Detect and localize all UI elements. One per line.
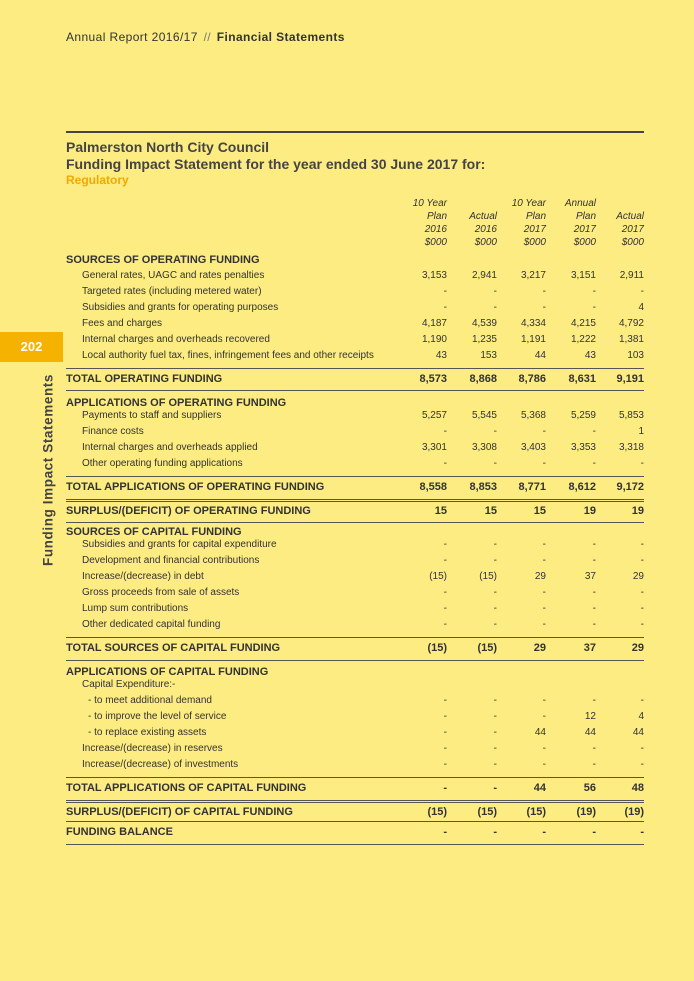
row-value: - <box>542 711 546 722</box>
column-header-line: 2017 <box>573 224 596 235</box>
row-label: SURPLUS/(DEFICIT) OF CAPITAL FUNDING <box>66 806 293 818</box>
row-value: - <box>592 286 596 297</box>
row-value: - <box>493 539 497 550</box>
row-value: - <box>443 426 447 437</box>
row-label: Other dedicated capital funding <box>82 619 221 630</box>
row-label: Subsidies and grants for operating purposes <box>82 302 279 313</box>
row-value: - <box>493 587 497 598</box>
column-header-line: Plan <box>575 211 596 222</box>
row-label: - to replace existing assets <box>88 727 207 738</box>
column-header-line: 2017 <box>523 224 546 235</box>
table-row <box>66 426 644 442</box>
row-divider <box>66 390 644 391</box>
row-value: 44 <box>533 782 546 794</box>
row-value: 4,215 <box>570 318 596 329</box>
row-value: 43 <box>435 350 447 361</box>
row-value: 153 <box>480 350 497 361</box>
row-value: (15) <box>526 806 546 818</box>
row-value: 15 <box>484 505 497 517</box>
row-value: 4,334 <box>520 318 546 329</box>
row-value: 5,545 <box>471 410 497 421</box>
row-label: APPLICATIONS OF OPERATING FUNDING <box>66 397 287 409</box>
row-value: - <box>640 603 644 614</box>
row-value: - <box>592 759 596 770</box>
row-value: 3,353 <box>570 442 596 453</box>
row-label: - to improve the level of service <box>88 711 227 722</box>
row-value: 43 <box>584 350 596 361</box>
row-value: 29 <box>534 571 546 582</box>
table-row <box>66 539 644 555</box>
row-value: (15) <box>427 642 447 654</box>
row-label: APPLICATIONS OF CAPITAL FUNDING <box>66 666 269 678</box>
row-value: - <box>493 759 497 770</box>
table-row <box>66 695 644 711</box>
row-value: 8,631 <box>568 373 596 385</box>
row-value: (19) <box>576 806 596 818</box>
row-value: - <box>542 458 546 469</box>
row-value: 3,308 <box>471 442 497 453</box>
row-value: 103 <box>627 350 644 361</box>
row-value: (15) <box>477 806 497 818</box>
table-row <box>66 555 644 571</box>
row-value: 9,191 <box>616 373 644 385</box>
row-value: - <box>542 286 546 297</box>
row-divider <box>66 821 644 822</box>
row-value: - <box>493 727 497 738</box>
row-label: Finance costs <box>82 426 144 437</box>
row-value: (15) <box>479 571 497 582</box>
row-value: - <box>542 587 546 598</box>
row-value: - <box>493 302 497 313</box>
row-value: - <box>493 426 497 437</box>
row-value: - <box>542 743 546 754</box>
row-value: 9,172 <box>616 481 644 493</box>
row-value: - <box>542 695 546 706</box>
row-value: - <box>493 711 497 722</box>
row-value: (15) <box>477 642 497 654</box>
column-header-line <box>584 197 644 210</box>
column-header-line: $000 <box>424 237 447 248</box>
row-value: 12 <box>584 711 596 722</box>
row-value: 1,222 <box>570 334 596 345</box>
row-value: 4,792 <box>618 318 644 329</box>
table-row <box>66 642 644 658</box>
side-section-label: Funding Impact Statements <box>40 373 56 567</box>
row-value: - <box>443 603 447 614</box>
row-label: Increase/(decrease) of investments <box>82 759 239 770</box>
row-value: (15) <box>429 571 447 582</box>
row-value: 8,786 <box>518 373 546 385</box>
row-value: 2,941 <box>471 270 497 281</box>
row-value: - <box>592 603 596 614</box>
row-value: - <box>592 302 596 313</box>
table-row <box>66 302 644 318</box>
row-value: 4 <box>638 711 644 722</box>
row-value: 1,190 <box>421 334 447 345</box>
row-label: - to meet additional demand <box>88 695 212 706</box>
column-header-line: Actual <box>616 211 644 222</box>
row-value: 3,151 <box>570 270 596 281</box>
row-value: - <box>640 826 644 838</box>
row-label: Development and financial contributions <box>82 555 260 566</box>
row-value: - <box>640 743 644 754</box>
row-value: 44 <box>584 727 596 738</box>
row-value: - <box>592 695 596 706</box>
table-row <box>66 782 644 798</box>
row-value: - <box>640 286 644 297</box>
row-value: - <box>443 695 447 706</box>
row-value: - <box>592 458 596 469</box>
row-label: TOTAL APPLICATIONS OF OPERATING FUNDING <box>66 481 325 493</box>
row-label: Increase/(decrease) in debt <box>82 571 204 582</box>
row-value: 3,318 <box>618 442 644 453</box>
row-divider <box>66 368 644 369</box>
row-value: - <box>640 759 644 770</box>
row-value: - <box>443 727 447 738</box>
row-label: Increase/(decrease) in reserves <box>82 743 223 754</box>
row-value: 5,257 <box>421 410 447 421</box>
page-number: 202 <box>0 332 63 362</box>
row-value: - <box>493 826 497 838</box>
row-value: 8,853 <box>469 481 497 493</box>
row-value: - <box>443 711 447 722</box>
row-value: 5,853 <box>618 410 644 421</box>
row-divider <box>66 476 644 477</box>
row-value: 15 <box>434 505 447 517</box>
row-value: 44 <box>632 727 644 738</box>
column-header-line: $000 <box>621 237 644 248</box>
row-value: 5,368 <box>520 410 546 421</box>
row-value: - <box>443 782 447 794</box>
row-label: Internal charges and overheads recovered <box>82 334 270 345</box>
row-value: - <box>493 603 497 614</box>
table-row <box>66 619 644 635</box>
table-row <box>66 410 644 426</box>
row-value: 56 <box>583 782 596 794</box>
row-value: - <box>443 826 447 838</box>
row-value: - <box>592 619 596 630</box>
row-label: Subsidies and grants for capital expenditure <box>82 539 277 550</box>
row-value: - <box>640 539 644 550</box>
table-row <box>66 759 644 775</box>
row-label: General rates, UAGC and rates penalties <box>82 270 265 281</box>
row-divider <box>66 777 644 778</box>
report-title: Annual Report 2016/17 <box>66 30 198 44</box>
row-value: 19 <box>583 505 596 517</box>
column-header-line: 2017 <box>621 224 644 235</box>
row-value: 8,612 <box>568 481 596 493</box>
row-value: 8,771 <box>518 481 546 493</box>
row-value: - <box>542 826 546 838</box>
row-value: (19) <box>624 806 644 818</box>
row-value: 29 <box>632 571 644 582</box>
row-value: - <box>592 587 596 598</box>
title-rule <box>66 131 644 133</box>
row-value: - <box>443 458 447 469</box>
column-header-line: 10 Year <box>511 198 546 209</box>
row-label: Capital Expenditure:- <box>82 679 176 690</box>
row-value: (15) <box>427 806 447 818</box>
row-label: Other operating funding applications <box>82 458 243 469</box>
row-value: - <box>592 826 596 838</box>
table-row <box>66 603 644 619</box>
table-row <box>66 458 644 474</box>
row-value: 3,301 <box>421 442 447 453</box>
table-row <box>66 254 644 270</box>
column-header-line: Annual <box>564 198 596 209</box>
row-value: 1,381 <box>618 334 644 345</box>
row-value: - <box>443 759 447 770</box>
table-row <box>66 505 644 521</box>
row-value: 44 <box>534 727 546 738</box>
table-row <box>66 318 644 334</box>
row-value: 37 <box>584 571 596 582</box>
row-value: - <box>542 759 546 770</box>
row-divider <box>66 800 644 801</box>
row-value: - <box>493 286 497 297</box>
column-header-line: Actual <box>469 211 497 222</box>
row-label: Local authority fuel tax, fines, infringement fees and other receipts <box>82 350 374 361</box>
row-value: 5,259 <box>570 410 596 421</box>
row-value: - <box>640 695 644 706</box>
table-row <box>66 481 644 497</box>
table-row <box>66 711 644 727</box>
row-value: 4,539 <box>471 318 497 329</box>
row-value: - <box>493 555 497 566</box>
row-value: 44 <box>534 350 546 361</box>
row-label: Gross proceeds from sale of assets <box>82 587 240 598</box>
row-label: TOTAL OPERATING FUNDING <box>66 373 223 385</box>
row-value: 2,911 <box>619 270 644 281</box>
row-value: - <box>640 587 644 598</box>
column-header-line: $000 <box>474 237 497 248</box>
row-value: - <box>542 539 546 550</box>
row-label: Fees and charges <box>82 318 163 329</box>
column-header-line: $000 <box>573 237 596 248</box>
running-header <box>66 30 345 44</box>
row-label: Internal charges and overheads applied <box>82 442 258 453</box>
row-value: - <box>640 555 644 566</box>
row-value: - <box>443 619 447 630</box>
row-value: 1 <box>638 426 644 437</box>
row-value: 3,217 <box>520 270 546 281</box>
table-row <box>66 679 644 695</box>
column-header-line: Plan <box>426 211 447 222</box>
row-value: 15 <box>533 505 546 517</box>
row-value: 1,235 <box>471 334 497 345</box>
row-label: TOTAL APPLICATIONS OF CAPITAL FUNDING <box>66 782 307 794</box>
table-row <box>66 743 644 759</box>
column-header-line: $000 <box>523 237 546 248</box>
column-header-line: Plan <box>525 211 546 222</box>
table-row <box>66 270 644 286</box>
row-value: - <box>493 695 497 706</box>
table-row <box>66 587 644 603</box>
column-header <box>584 197 644 249</box>
row-value: - <box>443 587 447 598</box>
row-label: Payments to staff and suppliers <box>82 410 222 421</box>
row-value: 29 <box>533 642 546 654</box>
header-separator: // <box>203 30 212 44</box>
row-value: - <box>493 458 497 469</box>
row-value: - <box>493 743 497 754</box>
row-divider <box>66 802 644 803</box>
table-row <box>66 350 644 366</box>
row-value: 48 <box>631 782 644 794</box>
row-value: - <box>443 555 447 566</box>
statement-title: Funding Impact Statement for the year ended 30 June 2017 for: <box>66 156 486 172</box>
column-header-line: 2016 <box>424 224 447 235</box>
row-value: 1,191 <box>520 334 546 345</box>
row-value: - <box>592 539 596 550</box>
row-value: 29 <box>631 642 644 654</box>
row-value: 3,403 <box>520 442 546 453</box>
row-value: 8,573 <box>419 373 447 385</box>
council-name: Palmerston North City Council <box>66 139 270 155</box>
row-value: - <box>443 743 447 754</box>
row-value: 8,558 <box>419 481 447 493</box>
table-row <box>66 286 644 302</box>
row-label: FUNDING BALANCE <box>66 826 173 838</box>
row-value: - <box>592 555 596 566</box>
section-title: Financial Statements <box>216 30 345 44</box>
row-value: - <box>542 619 546 630</box>
row-value: - <box>443 539 447 550</box>
row-value: - <box>542 426 546 437</box>
activity-name: Regulatory <box>66 173 129 187</box>
table-row <box>66 373 644 389</box>
row-value: - <box>542 555 546 566</box>
column-header-line: 2016 <box>474 224 497 235</box>
row-value: - <box>443 286 447 297</box>
row-value: - <box>542 302 546 313</box>
row-divider <box>66 637 644 638</box>
row-value: - <box>542 603 546 614</box>
table-row <box>66 334 644 350</box>
table-row <box>66 727 644 743</box>
table-row <box>66 826 644 842</box>
row-label: TOTAL SOURCES OF CAPITAL FUNDING <box>66 642 281 654</box>
table-row <box>66 571 644 587</box>
row-value: 4 <box>638 302 644 313</box>
row-divider <box>66 501 644 502</box>
row-label: SOURCES OF OPERATING FUNDING <box>66 254 260 266</box>
row-label: SURPLUS/(DEFICIT) OF OPERATING FUNDING <box>66 505 311 517</box>
row-label: Targeted rates (including metered water) <box>82 286 262 297</box>
row-divider <box>66 844 644 845</box>
row-value: 4,187 <box>421 318 447 329</box>
table-row <box>66 442 644 458</box>
row-value: - <box>592 743 596 754</box>
row-value: - <box>493 782 497 794</box>
row-label: Lump sum contributions <box>82 603 189 614</box>
row-value: - <box>640 619 644 630</box>
row-value: 3,153 <box>421 270 447 281</box>
column-header-line: 10 Year <box>412 198 447 209</box>
row-value: 8,868 <box>469 373 497 385</box>
row-value: 37 <box>583 642 596 654</box>
row-divider <box>66 660 644 661</box>
row-value: - <box>493 619 497 630</box>
row-value: - <box>592 426 596 437</box>
row-label: SOURCES OF CAPITAL FUNDING <box>66 526 242 538</box>
row-value: - <box>443 302 447 313</box>
row-divider <box>66 499 644 500</box>
row-value: 19 <box>631 505 644 517</box>
row-value: - <box>640 458 644 469</box>
table-row <box>66 806 644 822</box>
row-divider <box>66 522 644 523</box>
